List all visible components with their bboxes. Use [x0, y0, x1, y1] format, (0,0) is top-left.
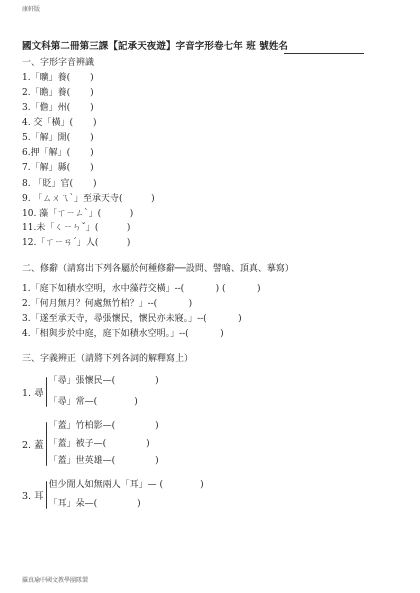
list-item: 10. 藻「ㄒㄧㄥˋ」( ) [22, 209, 134, 219]
document-title: 國文科第二冊第三課【記承天夜遊】字音字形卷七年 班 號姓名 [22, 41, 289, 52]
list-item: 3.「儋」州( ) [22, 103, 94, 113]
publisher-label: 康軒版 [22, 6, 41, 13]
section3-heading: 三、字義辨正（請將下列各詞的解釋寫上） [22, 354, 194, 364]
vocab-label: 2. 蓋 [22, 440, 44, 451]
list-item: 3.「遂至承天寺，尋張懷民，懷民亦未寢。」--( ) [22, 314, 242, 324]
list-item: 11.未「ㄑㄧㄣˇ」( ) [22, 223, 131, 233]
list-item: 12.「ㄒㄧㄢˊ」人( ) [22, 238, 131, 248]
vocab-line: 「尋」張懷民—( ) [48, 376, 159, 386]
list-item: 5.「解」開( ) [22, 133, 94, 143]
list-item: 9. 「ㄙㄨㄟˋ」至承天寺( ) [22, 194, 155, 204]
section1-heading: 一、字形字音辨識 [22, 58, 95, 68]
brace-icon [46, 481, 47, 509]
list-item: 4. 交「橫」( ) [22, 118, 97, 128]
vocab-line: 「蓋」世英雄—( ) [48, 456, 159, 466]
list-item: 2.「何月無月？何處無竹柏？」--( ) [22, 299, 193, 309]
brace-icon [46, 422, 47, 466]
vocab-group-2 [22, 422, 159, 466]
vocab-line: 「蓋」竹柏影—( ) [48, 421, 159, 431]
vocab-line: 「尋」常—( ) [48, 397, 138, 407]
list-item: 1.「曠」養( ) [22, 73, 94, 83]
vocab-line: 但少閒人如無兩人「耳」— ( ) [48, 480, 204, 490]
list-item: 1.「庭下如積水空明，水中藻荇交橫」--( ) ( ) [22, 284, 261, 294]
brace-icon [46, 377, 47, 407]
list-item: 4.「相與步於中庭，庭下如積水空明。」--( ) [22, 329, 224, 339]
section2-heading: 二、修辭（請寫出下列各屬於何種修辭──設問、譬喻、頂真、摹寫） [22, 264, 294, 274]
vocab-line: 「蓋」被子—( ) [48, 438, 150, 449]
vocab-label: 3. 耳 [22, 491, 44, 502]
list-item: 2.「瞻」養( ) [22, 88, 94, 98]
footer-credit: 羅真瑜中國文教學團隊製 [22, 577, 89, 584]
list-item: 7.「解」縣( ) [22, 163, 94, 173]
vocab-group-1 [22, 377, 159, 407]
list-item: 6.押「解」( ) [22, 148, 94, 158]
vocab-label: 1. 尋 [22, 388, 44, 399]
vocab-line: 「耳」朵—( ) [48, 499, 141, 509]
title-underline [284, 53, 364, 54]
vocab-group-3 [22, 481, 204, 509]
list-item: 8. 「貶」官( ) [22, 179, 97, 189]
